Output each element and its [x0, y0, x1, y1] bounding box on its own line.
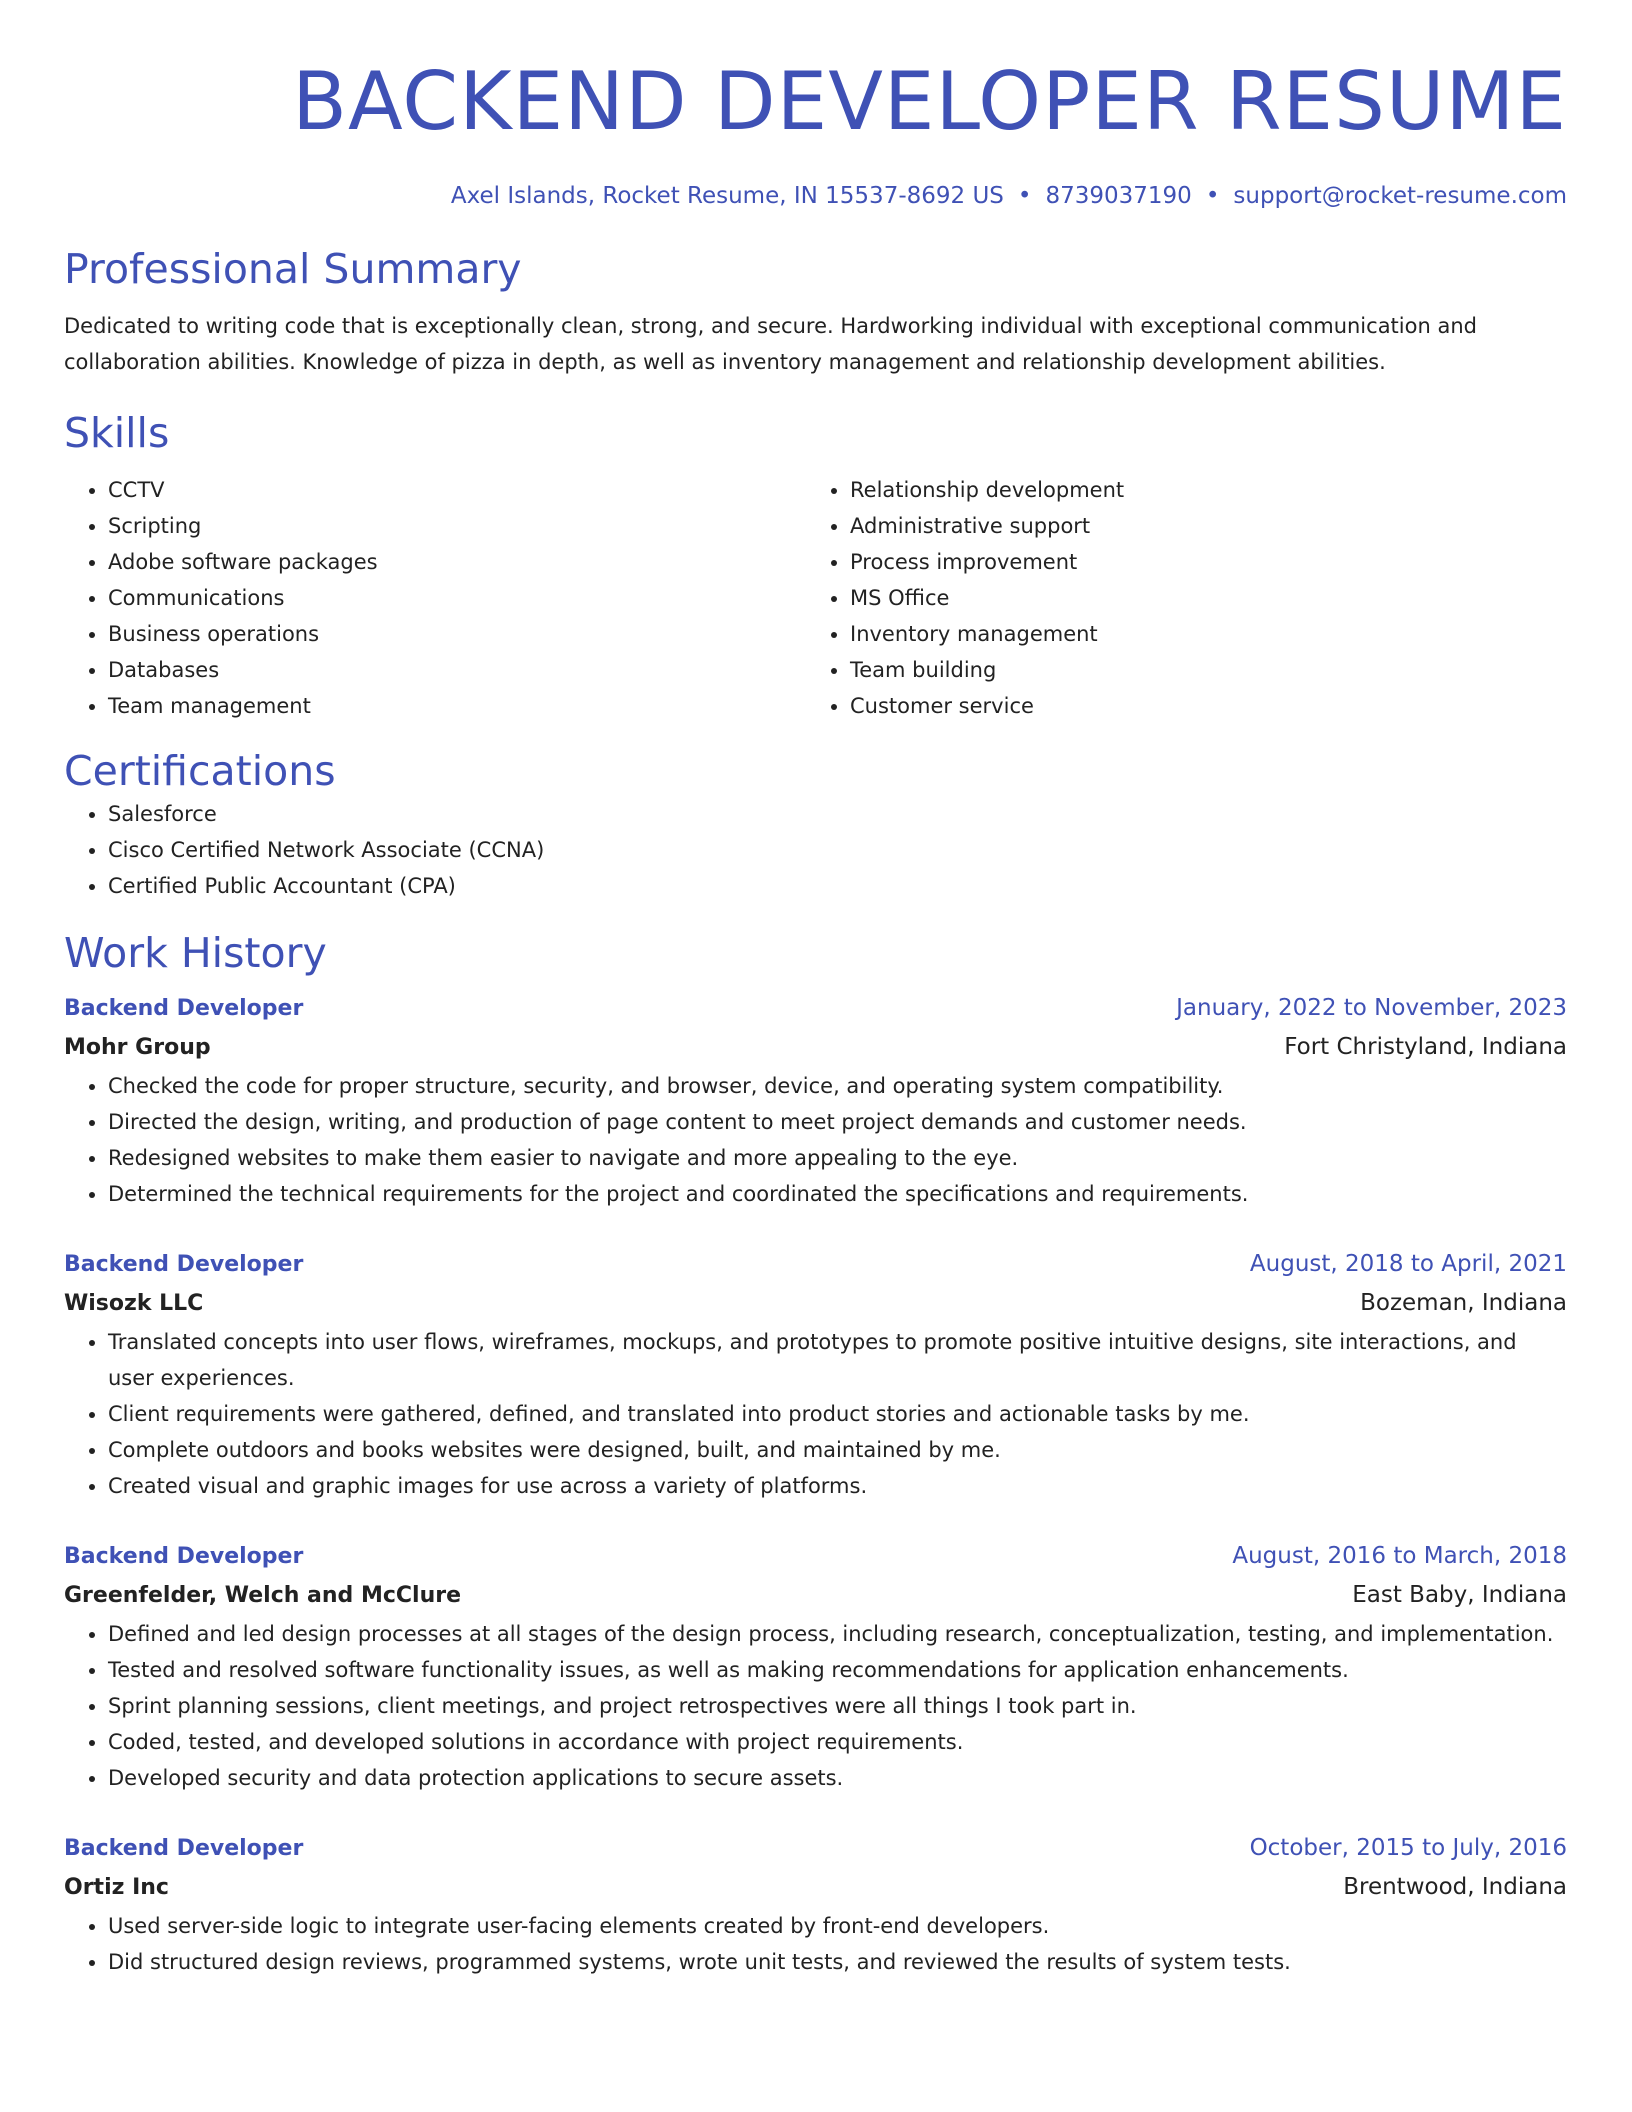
skills-list-left [64, 472, 806, 724]
job-company: Wisozk LLC [64, 1291, 204, 1316]
job-bullet: • Created visual and graphic images for use across a variety of platforms. [108, 1468, 1567, 1504]
job-bullet: • Translated concepts into user flows, wireframes, mockups, and prototypes to promote positive intuitive designs, site interactions, and user experiences. [108, 1324, 1567, 1396]
skills-column-left [64, 472, 806, 724]
job-company-row [64, 1283, 1567, 1324]
summary-heading: Professional Summary [64, 245, 522, 293]
skill-item: • Administrative support [850, 508, 1548, 544]
skill-item: • CCTV [108, 472, 806, 508]
job-header-row [64, 1246, 1567, 1283]
job-bullet: • Sprint planning sessions, client meetings, and project retrospectives were all things I took part in. [108, 1688, 1567, 1724]
job-bullet: • Did structured design reviews, programmed systems, wrote unit tests, and reviewed the results of system tests. [108, 1944, 1567, 1980]
job-bullet: • Determined the technical requirements for the project and coordinated the specifications and requirements. [108, 1176, 1567, 1212]
job-dates: January, 2022 to November, 2023 [1176, 995, 1567, 1021]
contact-separator: • [1017, 183, 1032, 209]
job-entry [64, 1830, 1567, 1980]
job-header-row [64, 990, 1567, 1027]
job-entry [64, 990, 1567, 1212]
contact-separator: • [1205, 183, 1220, 209]
job-location: Fort Christyland, Indiana [1284, 1034, 1567, 1060]
job-header-row [64, 1538, 1567, 1575]
job-bullets [64, 1616, 1567, 1796]
skill-item: • Business operations [108, 616, 806, 652]
skill-item: • Databases [108, 652, 806, 688]
certification-item: • Salesforce [108, 796, 1567, 832]
job-header-row [64, 1830, 1567, 1867]
job-bullet: • Complete outdoors and books websites were designed, built, and maintained by me. [108, 1432, 1567, 1468]
skill-item: • Scripting [108, 508, 806, 544]
job-company: Greenfelder, Welch and McClure [64, 1583, 462, 1608]
contact-address: Axel Islands, Rocket Resume, IN 15537-8692 US [450, 183, 1004, 209]
job-entry [64, 1246, 1567, 1504]
skills-heading: Skills [64, 409, 170, 457]
job-bullet: • Tested and resolved software functionality issues, as well as making recommendations for application enhancements. [108, 1652, 1567, 1688]
skills-list-right [806, 472, 1548, 724]
job-bullet: • Developed security and data protection applications to secure assets. [108, 1760, 1567, 1796]
contact-email[interactable]: support@rocket-resume.com [1233, 183, 1567, 209]
job-bullet: • Defined and led design processes at all stages of the design process, including research, conceptualization, testing, and implementation. [108, 1616, 1567, 1652]
job-title: Backend Developer [64, 1252, 304, 1277]
job-dates: October, 2015 to July, 2016 [1249, 1835, 1567, 1861]
job-location: East Baby, Indiana [1352, 1582, 1567, 1608]
job-bullet: • Redesigned websites to make them easier to navigate and more appealing to the eye. [108, 1140, 1567, 1176]
job-bullets [64, 1068, 1567, 1212]
skill-item: • MS Office [850, 580, 1548, 616]
job-company: Mohr Group [64, 1035, 211, 1060]
job-entry [64, 1538, 1567, 1796]
job-location: Bozeman, Indiana [1360, 1290, 1567, 1316]
work-history-heading: Work History [64, 929, 327, 977]
certifications-list [64, 796, 1567, 904]
job-bullets [64, 1908, 1567, 1980]
certifications-heading: Certifications [64, 747, 336, 795]
job-bullet: • Client requirements were gathered, defined, and translated into product stories and actionable tasks by me. [108, 1396, 1567, 1432]
job-dates: August, 2018 to April, 2021 [1249, 1251, 1567, 1277]
certification-item: • Cisco Certified Network Associate (CCNA) [108, 832, 1567, 868]
summary-text: Dedicated to writing code that is exceptionally clean, strong, and secure. Hardworking individual with exceptional communication and collaboration abilities. Knowledge of pizza in depth, as well as inventory management and relationship development abilities. [64, 314, 1477, 374]
skills-columns [64, 472, 1567, 724]
skill-item: • Team management [108, 688, 806, 724]
job-location: Brentwood, Indiana [1343, 1874, 1567, 1900]
skill-item: • Team building [850, 652, 1548, 688]
job-title: Backend Developer [64, 996, 304, 1021]
job-dates: August, 2016 to March, 2018 [1232, 1543, 1567, 1569]
job-bullet: • Coded, tested, and developed solutions in accordance with project requirements. [108, 1724, 1567, 1760]
job-company-row [64, 1867, 1567, 1908]
skill-item: • Customer service [850, 688, 1548, 724]
job-title: Backend Developer [64, 1836, 304, 1861]
job-bullets [64, 1324, 1567, 1504]
resume-title: BACKEND DEVELOPER RESUME [292, 55, 1567, 148]
job-title: Backend Developer [64, 1544, 304, 1569]
skill-item: • Process improvement [850, 544, 1548, 580]
skill-item: • Communications [108, 580, 806, 616]
job-company: Ortiz Inc [64, 1875, 169, 1900]
contact-line [64, 180, 1567, 212]
job-company-row [64, 1027, 1567, 1068]
contact-phone[interactable]: 8739037190 [1045, 183, 1192, 209]
job-bullet: • Checked the code for proper structure, security, and browser, device, and operating system compatibility. [108, 1068, 1567, 1104]
resume-page [64, 0, 1567, 1980]
skill-item: • Adobe software packages [108, 544, 806, 580]
skill-item: • Relationship development [850, 472, 1548, 508]
job-bullet: • Directed the design, writing, and production of page content to meet project demands and customer needs. [108, 1104, 1567, 1140]
certification-item: • Certified Public Accountant (CPA) [108, 868, 1567, 904]
job-company-row [64, 1575, 1567, 1616]
job-bullet: • Used server-side logic to integrate user-facing elements created by front-end developers. [108, 1908, 1567, 1944]
skill-item: • Inventory management [850, 616, 1548, 652]
skills-column-right [806, 472, 1548, 724]
